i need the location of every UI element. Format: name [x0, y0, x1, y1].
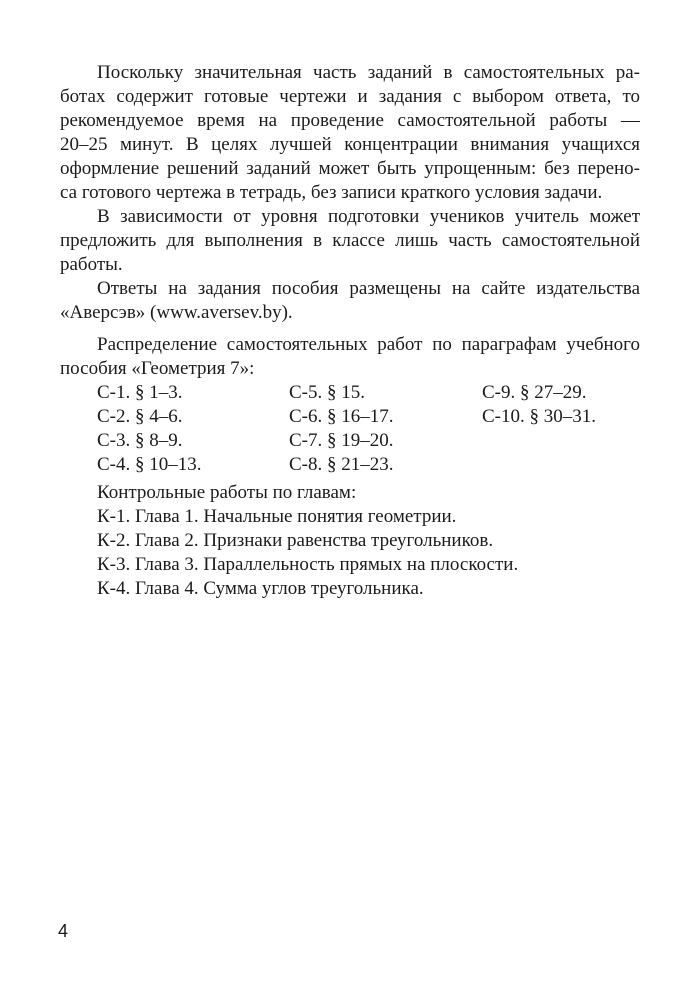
- distribution-item: С-5. § 15.: [289, 382, 365, 403]
- page-number: 4: [58, 921, 69, 941]
- distribution-item: С-2. § 4–6.: [97, 406, 183, 427]
- paragraph-teacher-choice: [60, 205, 640, 277]
- distribution-item: С-1. § 1–3.: [97, 382, 183, 403]
- paragraph-distribution-intro: [60, 333, 640, 381]
- distribution-columns: [60, 381, 640, 477]
- text-line: Ответы на задания пособия размещены на сайте издательства: [97, 278, 640, 299]
- distribution-item: С-3. § 8–9.: [97, 430, 183, 451]
- control-work-item: К-2. Глава 2. Признаки равенства треугольников.: [97, 530, 494, 551]
- control-works-section: [60, 481, 640, 601]
- text-line: работы.: [60, 254, 123, 275]
- text-line: В зависимости от уровня подготовки учеников учитель может: [97, 206, 640, 227]
- control-work-item: К-1. Глава 1. Начальные понятия геометрии.: [97, 506, 457, 527]
- text-line: са готового чертежа в тетрадь, без записи краткого условия задачи.: [60, 182, 603, 203]
- control-work-item: К-3. Глава 3. Параллельность прямых на плоскости.: [97, 554, 519, 575]
- text-line: Распределение самостоятельных работ по параграфам учебного: [97, 334, 640, 355]
- distribution-item: С-8. § 21–23.: [289, 454, 394, 475]
- distribution-item: С-10. § 30–31.: [482, 406, 596, 427]
- control-work-item: К-4. Глава 4. Сумма углов треугольника.: [97, 578, 424, 599]
- paragraph-recommended-time: [60, 61, 640, 205]
- text-line: «Аверсэв» (www.aversev.by).: [60, 302, 293, 323]
- text-line: пособия «Геометрия 7»:: [60, 358, 255, 379]
- distribution-column-3: [482, 381, 640, 477]
- distribution-column-1: [97, 381, 289, 477]
- text-line: Поскольку значительная часть заданий в самостоятельных ра-: [97, 62, 640, 83]
- text-block: [60, 61, 640, 601]
- distribution-item: С-4. § 10–13.: [97, 454, 202, 475]
- control-works-list: [97, 505, 640, 601]
- text-line: оформление решений заданий может быть упрощенным: без перено-: [60, 158, 640, 179]
- text-line: 20–25 минут. В целях лучшей концентрации внимания учащихся: [60, 134, 640, 155]
- control-works-heading: Контрольные работы по главам:: [97, 482, 357, 503]
- text-line: рекомендуемое время на проведение самостоятельной работы —: [60, 110, 640, 131]
- distribution-column-2: [289, 381, 482, 477]
- distribution-item: С-6. § 16–17.: [289, 406, 394, 427]
- distribution-item: С-7. § 19–20.: [289, 430, 394, 451]
- paragraph-answers-website: [60, 277, 640, 325]
- distribution-item: С-9. § 27–29.: [482, 382, 587, 403]
- text-line: предложить для выполнения в классе лишь часть самостоятельной: [60, 230, 640, 251]
- text-line: ботах содержит готовые чертежи и задания с выбором ответа, то: [60, 86, 640, 107]
